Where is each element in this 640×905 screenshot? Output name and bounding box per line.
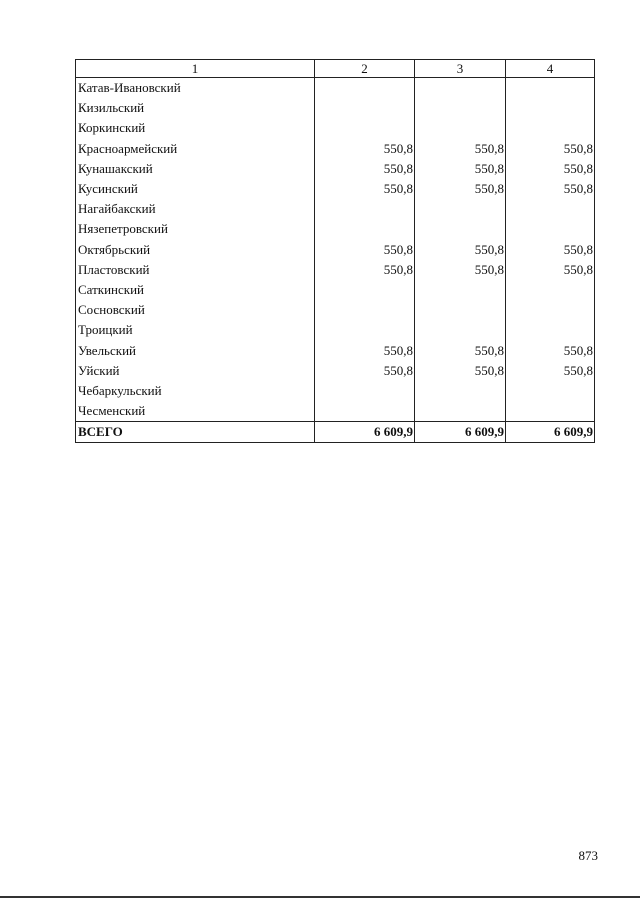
- value-cell-col4: 550,8: [506, 159, 595, 179]
- district-name-cell: Катав-Ивановский: [76, 78, 315, 99]
- value-cell-col4: [506, 320, 595, 340]
- value-cell-col2: [315, 401, 415, 422]
- value-cell-col4: [506, 381, 595, 401]
- table-row: [76, 118, 595, 138]
- value-cell-col3: [415, 118, 506, 138]
- district-name-cell: Красноармейский: [76, 139, 315, 159]
- value-cell-col4: 550,8: [506, 260, 595, 280]
- district-name-cell: Чесменский: [76, 401, 315, 422]
- total-label: ВСЕГО: [76, 422, 315, 443]
- value-cell-col4: 550,8: [506, 240, 595, 260]
- value-cell-col2: 550,8: [315, 260, 415, 280]
- table-row: [76, 78, 595, 99]
- value-cell-col4: 550,8: [506, 179, 595, 199]
- district-name-cell: Троицкий: [76, 320, 315, 340]
- value-cell-col3: 550,8: [415, 240, 506, 260]
- district-name-cell: Кизильский: [76, 98, 315, 118]
- value-cell-col4: 550,8: [506, 139, 595, 159]
- total-value-col4: 6 609,9: [506, 422, 595, 443]
- value-cell-col2: [315, 118, 415, 138]
- header-row: [76, 60, 595, 78]
- value-cell-col3: [415, 381, 506, 401]
- value-cell-col2: [315, 219, 415, 239]
- table-row: [76, 199, 595, 219]
- value-cell-col3: 550,8: [415, 179, 506, 199]
- value-cell-col2: 550,8: [315, 159, 415, 179]
- total-row: [76, 422, 595, 443]
- value-cell-col3: [415, 280, 506, 300]
- column-header-4: 4: [506, 60, 595, 78]
- value-cell-col3: [415, 199, 506, 219]
- value-cell-col3: 550,8: [415, 139, 506, 159]
- table-row: [76, 159, 595, 179]
- total-value-col3: 6 609,9: [415, 422, 506, 443]
- column-header-2: 2: [315, 60, 415, 78]
- value-cell-col4: [506, 78, 595, 99]
- table-row: [76, 240, 595, 260]
- value-cell-col3: 550,8: [415, 340, 506, 360]
- value-cell-col3: 550,8: [415, 159, 506, 179]
- value-cell-col3: [415, 300, 506, 320]
- value-cell-col2: [315, 280, 415, 300]
- district-name-cell: Октябрьский: [76, 240, 315, 260]
- value-cell-col2: 550,8: [315, 139, 415, 159]
- table-row: [76, 280, 595, 300]
- district-name-cell: Чебаркульский: [76, 381, 315, 401]
- value-cell-col3: 550,8: [415, 361, 506, 381]
- value-cell-col2: [315, 78, 415, 99]
- value-cell-col4: [506, 118, 595, 138]
- district-name-cell: Нагайбакский: [76, 199, 315, 219]
- table-row: [76, 179, 595, 199]
- value-cell-col2: [315, 320, 415, 340]
- bottom-divider: [0, 896, 640, 898]
- value-cell-col2: [315, 300, 415, 320]
- district-name-cell: Кусинский: [76, 179, 315, 199]
- value-cell-col2: 550,8: [315, 179, 415, 199]
- value-cell-col3: [415, 401, 506, 422]
- value-cell-col2: 550,8: [315, 340, 415, 360]
- table-row: [76, 219, 595, 239]
- value-cell-col3: [415, 219, 506, 239]
- district-name-cell: Саткинский: [76, 280, 315, 300]
- value-cell-col4: [506, 199, 595, 219]
- data-table: [75, 59, 595, 443]
- value-cell-col4: [506, 401, 595, 422]
- table-body: [76, 78, 595, 422]
- table-row: [76, 381, 595, 401]
- table-row: [76, 98, 595, 118]
- value-cell-col2: [315, 381, 415, 401]
- value-cell-col4: [506, 300, 595, 320]
- table-row: [76, 320, 595, 340]
- value-cell-col3: 550,8: [415, 260, 506, 280]
- table-row: [76, 139, 595, 159]
- district-name-cell: Пластовский: [76, 260, 315, 280]
- value-cell-col4: 550,8: [506, 340, 595, 360]
- value-cell-col2: [315, 98, 415, 118]
- column-header-1: 1: [76, 60, 315, 78]
- district-name-cell: Сосновский: [76, 300, 315, 320]
- district-name-cell: Кунашакский: [76, 159, 315, 179]
- page-number: 873: [578, 848, 598, 863]
- value-cell-col4: [506, 98, 595, 118]
- district-name-cell: Коркинский: [76, 118, 315, 138]
- value-cell-col4: 550,8: [506, 361, 595, 381]
- value-cell-col3: [415, 320, 506, 340]
- value-cell-col3: [415, 98, 506, 118]
- column-header-3: 3: [415, 60, 506, 78]
- value-cell-col2: 550,8: [315, 240, 415, 260]
- value-cell-col3: [415, 78, 506, 99]
- district-name-cell: Нязепетровский: [76, 219, 315, 239]
- table-row: [76, 340, 595, 360]
- value-cell-col4: [506, 219, 595, 239]
- table-row: [76, 300, 595, 320]
- value-cell-col4: [506, 280, 595, 300]
- table-row: [76, 361, 595, 381]
- value-cell-col2: [315, 199, 415, 219]
- total-value-col2: 6 609,9: [315, 422, 415, 443]
- district-name-cell: Уйский: [76, 361, 315, 381]
- table-row: [76, 401, 595, 422]
- table-row: [76, 260, 595, 280]
- value-cell-col2: 550,8: [315, 361, 415, 381]
- district-name-cell: Увельский: [76, 340, 315, 360]
